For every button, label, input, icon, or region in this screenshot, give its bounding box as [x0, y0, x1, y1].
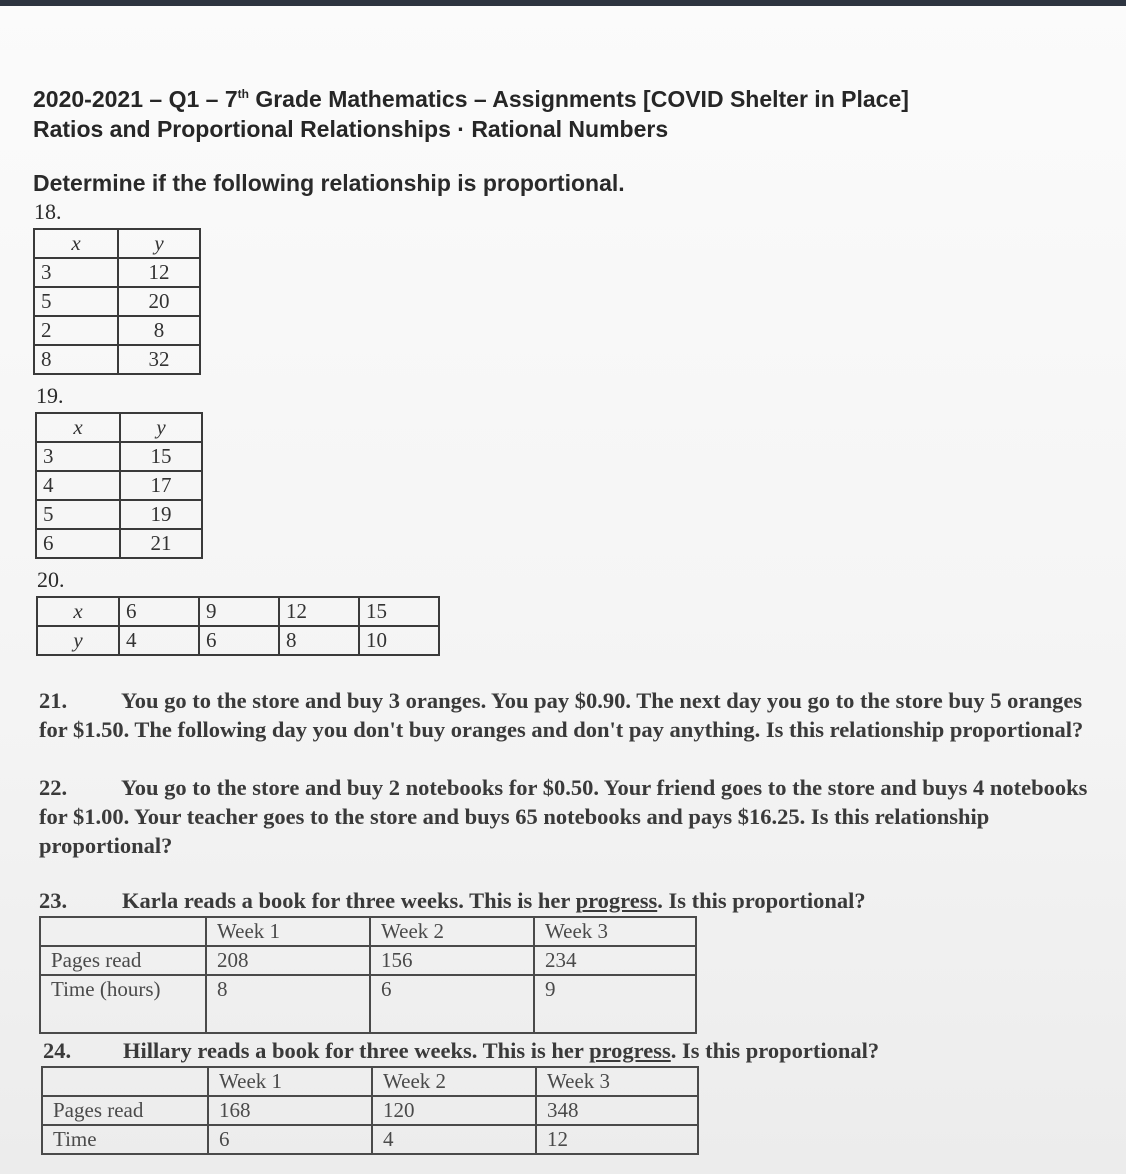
- worksheet-page: [0, 6, 1126, 1174]
- question-21: [39, 686, 1109, 744]
- question-24: [43, 1038, 879, 1064]
- cell-x: 3: [34, 258, 118, 287]
- cell-y: 15: [120, 442, 202, 471]
- cell-value: 156: [370, 946, 534, 975]
- cell-x: 3: [36, 442, 120, 471]
- cell-value: 6: [370, 975, 534, 1033]
- table-q19: [35, 412, 203, 559]
- cell-x: 5: [36, 500, 120, 529]
- row-label: Time: [42, 1125, 208, 1154]
- table-q20: [36, 596, 440, 656]
- table-row: [34, 345, 200, 374]
- question-23-underlined: progress: [575, 888, 658, 913]
- table-row: [42, 1125, 698, 1154]
- table-header-row: [42, 1067, 698, 1096]
- cell-value: 12: [536, 1125, 698, 1154]
- cell-y: 19: [120, 500, 202, 529]
- table-row: [36, 471, 202, 500]
- cell-value: 348: [536, 1096, 698, 1125]
- header-x: x: [36, 413, 120, 442]
- table-q23: [39, 916, 697, 1034]
- question-number-18: 18.: [34, 199, 62, 224]
- question-number-21: 21.: [39, 688, 68, 713]
- question-23: [39, 888, 866, 914]
- table-header-row: [36, 413, 202, 442]
- cell-value: 208: [206, 946, 370, 975]
- cell-value: 168: [208, 1096, 372, 1125]
- cell-value: 120: [372, 1096, 536, 1125]
- table-q24: [41, 1066, 699, 1155]
- header-blank: [40, 917, 206, 946]
- cell-x: 12: [279, 597, 359, 626]
- question-23-text: Karla reads a book for three weeks. This is her: [122, 888, 576, 913]
- question-number-20: 20.: [37, 567, 65, 592]
- cell-x: 9: [199, 597, 279, 626]
- cell-x: 15: [359, 597, 439, 626]
- question-23-text-end: . Is this proportional?: [657, 888, 866, 913]
- header-y: y: [120, 413, 202, 442]
- table-row: [34, 316, 200, 345]
- cell-value: 234: [534, 946, 696, 975]
- table-header-row: [34, 229, 200, 258]
- cell-y: 4: [119, 626, 199, 655]
- cell-y: 32: [118, 345, 200, 374]
- question-24-text-end: . Is this proportional?: [670, 1038, 880, 1063]
- question-24-text: Hillary reads a book for three weeks. This is her: [123, 1038, 590, 1063]
- header-y: y: [118, 229, 200, 258]
- header-week-2: Week 2: [372, 1067, 536, 1096]
- instruction-text: Determine if the following relationship is proportional.: [33, 170, 625, 196]
- question-22-text: You go to the store and buy 2 notebooks for $0.50. Your friend goes to the store and buys 4 notebooks for $1.00. Your teacher goes to the store and buys 65 notebooks and pays $16.25. Is this relationship proportional?: [39, 775, 1088, 858]
- question-number-22: 22.: [39, 775, 68, 800]
- header-x: x: [34, 229, 118, 258]
- cell-y: 8: [118, 316, 200, 345]
- cell-x: 6: [36, 529, 120, 558]
- question-24-underlined: progress: [589, 1038, 671, 1063]
- table-row: [40, 975, 696, 1033]
- question-number-23: 23.: [39, 888, 68, 913]
- table-row: [34, 287, 200, 316]
- cell-y: 10: [359, 626, 439, 655]
- table-row-y: [37, 626, 439, 655]
- cell-x: 8: [34, 345, 118, 374]
- header-week-2: Week 2: [370, 917, 534, 946]
- worksheet-title: [33, 86, 909, 113]
- table-row: [34, 258, 200, 287]
- cell-value: 8: [206, 975, 370, 1033]
- question-21-text: You go to the store and buy 3 oranges. You pay $0.90. The next day you go to the store buy 5 oranges for $1.50. The following day you don't buy oranges and don't pay anything. Is this relationship proportional?: [39, 688, 1084, 742]
- row-label-x: x: [37, 597, 119, 626]
- cell-y: 6: [199, 626, 279, 655]
- row-label: Pages read: [40, 946, 206, 975]
- title-ordinal: th: [237, 87, 249, 101]
- worksheet-subtitle: Ratios and Proportional Relationships · Rational Numbers: [33, 116, 669, 142]
- cell-y: 21: [120, 529, 202, 558]
- header-week-1: Week 1: [206, 917, 370, 946]
- cell-value: 9: [534, 975, 696, 1033]
- cell-x: 4: [36, 471, 120, 500]
- question-number-24: 24.: [43, 1038, 72, 1063]
- cell-y: 20: [118, 287, 200, 316]
- row-label: Pages read: [42, 1096, 208, 1125]
- table-row-x: [37, 597, 439, 626]
- cell-y: 8: [279, 626, 359, 655]
- row-label-y: y: [37, 626, 119, 655]
- title-suffix: Grade Mathematics – Assignments [COVID Shelter in Place]: [248, 86, 909, 112]
- row-label: Time (hours): [40, 975, 206, 1033]
- table-row: [36, 442, 202, 471]
- table-header-row: [40, 917, 696, 946]
- cell-y: 12: [118, 258, 200, 287]
- table-q18: [33, 228, 201, 375]
- cell-x: 5: [34, 287, 118, 316]
- table-row: [36, 529, 202, 558]
- table-row: [42, 1096, 698, 1125]
- header-week-3: Week 3: [536, 1067, 698, 1096]
- cell-value: 4: [372, 1125, 536, 1154]
- question-number-19: 19.: [36, 383, 64, 408]
- cell-y: 17: [120, 471, 202, 500]
- question-22: [39, 773, 1109, 860]
- header-week-3: Week 3: [534, 917, 696, 946]
- cell-x: 6: [119, 597, 199, 626]
- cell-value: 6: [208, 1125, 372, 1154]
- cell-x: 2: [34, 316, 118, 345]
- table-row: [36, 500, 202, 529]
- header-week-1: Week 1: [208, 1067, 372, 1096]
- header-blank: [42, 1067, 208, 1096]
- title-prefix: 2020-2021 – Q1 – 7: [33, 86, 238, 112]
- table-row: [40, 946, 696, 975]
